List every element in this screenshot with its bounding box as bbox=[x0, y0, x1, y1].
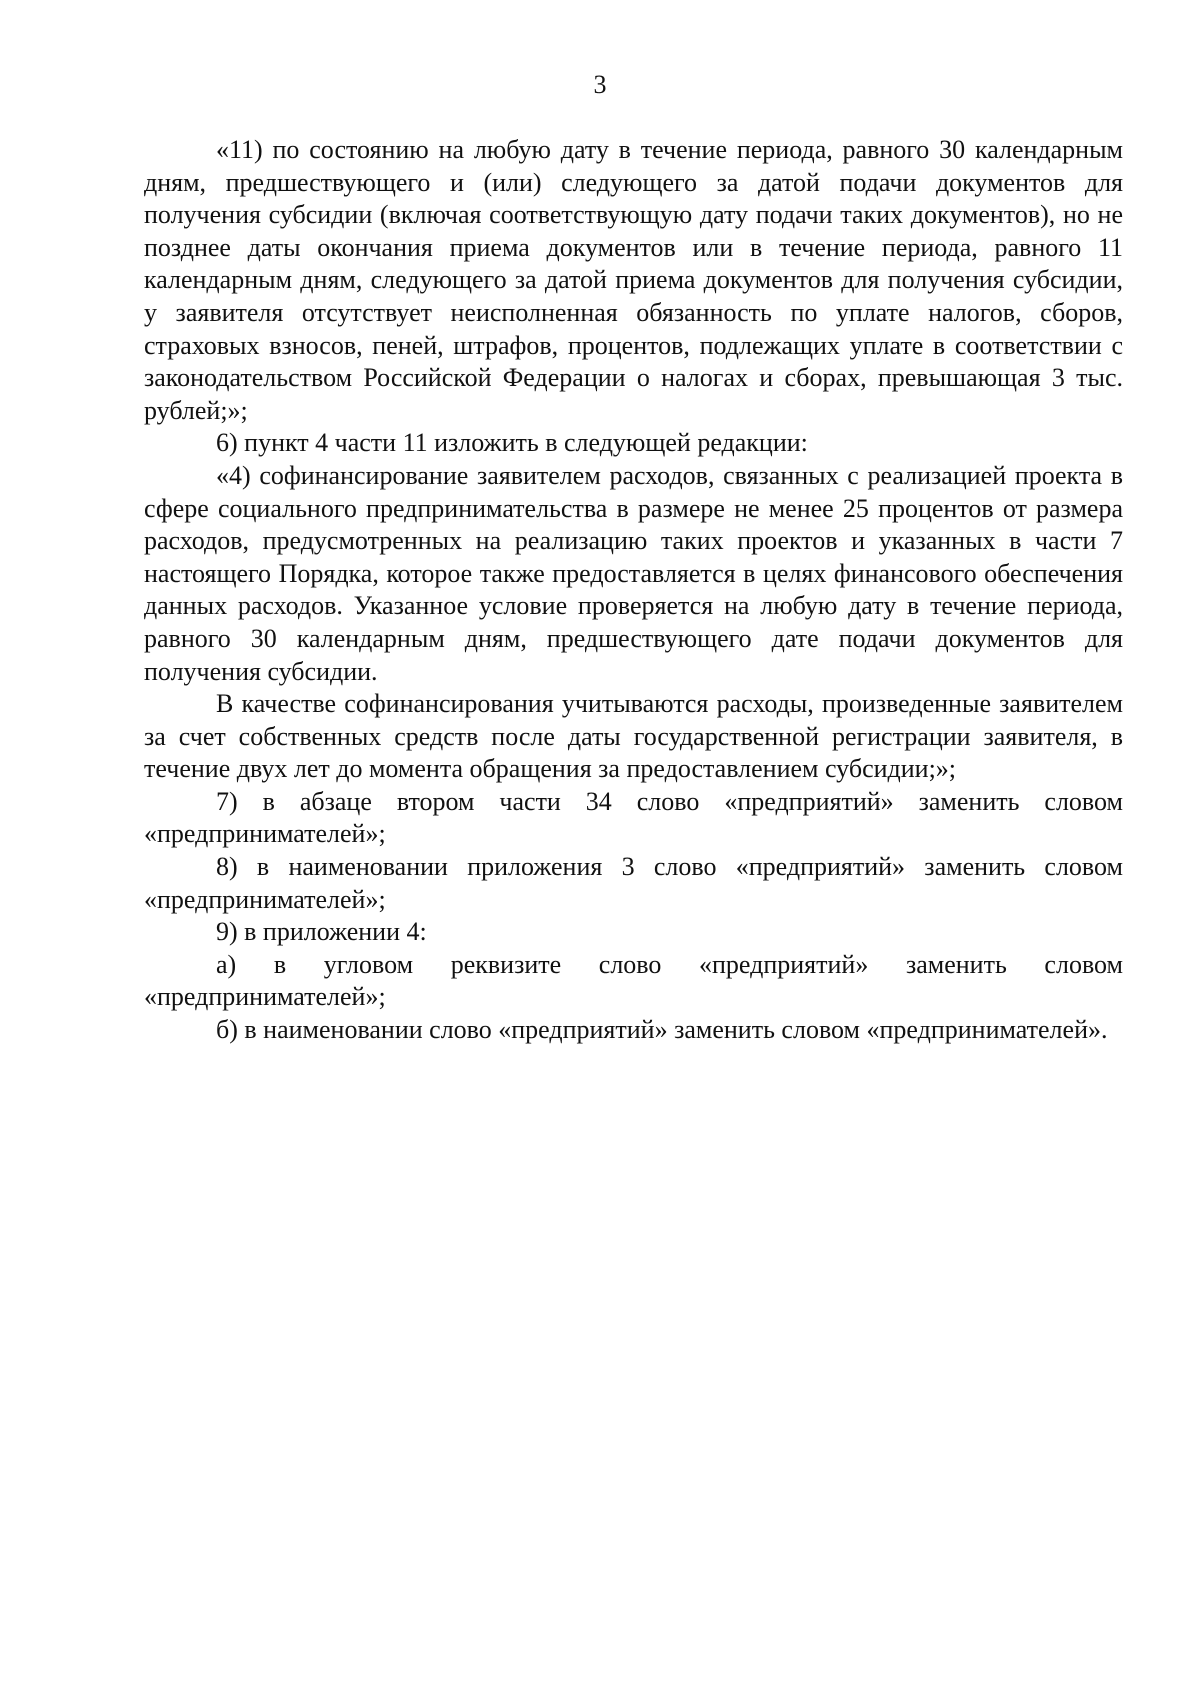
paragraph-item-4: «4) софинансирование заявителем расходов, связанных с реализацией проекта в сфере социального предпринимательства в размере не менее 25 процентов от размера расходов, предусмотренных на реализацию таких проектов и указанных в части 7 настоящего Порядка, которое также предоставляется в целях финансового обеспечения данных расходов. Указанное условие проверяется на любую дату в течение периода, равного 30 календарным дням, предшествующего дате подачи документов для получения субсидии. bbox=[144, 460, 1123, 686]
paragraph-subitem-b: б) в наименовании слово «предприятий» заменить словом «предпринимателей». bbox=[216, 1015, 1108, 1045]
paragraph-amendment-6: 6) пункт 4 части 11 изложить в следующей редакции: bbox=[216, 428, 808, 458]
paragraph-amendment-8: 8) в наименовании приложения 3 слово «предприятий» заменить словом «предпринимателей»; bbox=[144, 852, 1123, 914]
page-number: 3 bbox=[593, 70, 607, 99]
paragraph-item-11: «11) по состоянию на любую дату в течение периода, равного 30 календарным дням, предшествующего и (или) следующего за датой подачи документов для получения субсидии (включая соответствующую дату подачи таких документов), но не позднее даты окончания приема документов или в течение периода, равного 11 календарным дням, следующего за датой приема документов для получения субсидии, у заявителя отсутствует неисполненная обязанность по уплате налогов, сборов, страховых взносов, пеней, штрафов, процентов, подлежащих уплате в соответствии с законодательством Российской Федерации о налогах и сборах, превышающая 3 тыс. рублей;»; bbox=[144, 135, 1123, 425]
document-body bbox=[144, 134, 1123, 1047]
paragraph-subitem-a: а) в угловом реквизите слово «предприятий» заменить словом «предпринимателей»; bbox=[144, 949, 1123, 1012]
paragraph-amendment-7: 7) в абзаце втором части 34 слово «предприятий» заменить словом «предпринимателей»; bbox=[144, 786, 1123, 849]
paragraph-cofinancing: В качестве софинансирования учитываются расходы, произведенные заявителем за счет собственных средств после даты государственной регистрации заявителя, в течение двух лет до момента обращения за предоставлением субсидии;»; bbox=[144, 689, 1123, 784]
paragraph-amendment-9: 9) в приложении 4: bbox=[216, 917, 427, 947]
